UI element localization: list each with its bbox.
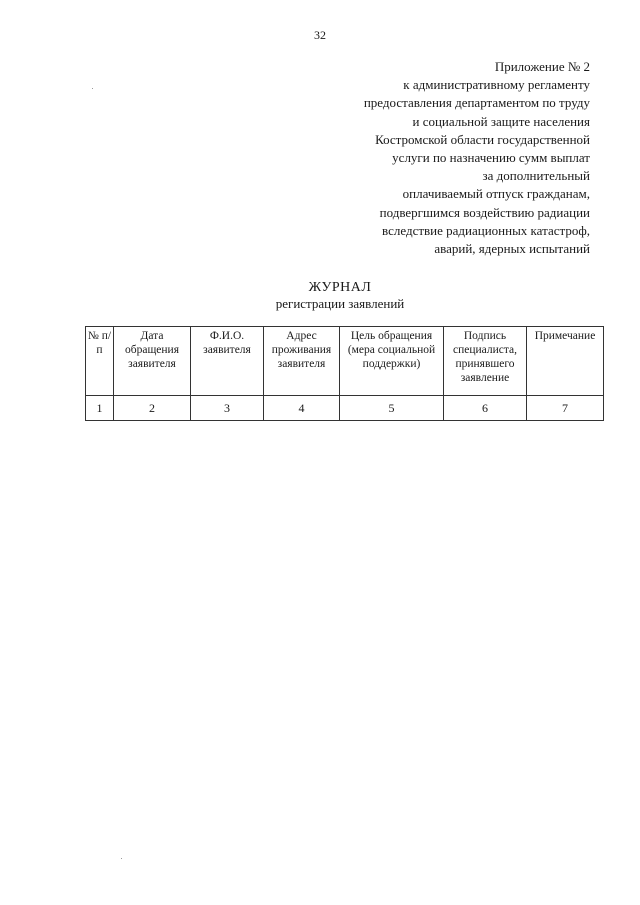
header-cell-date: Дата обращения заявителя (114, 327, 191, 396)
appendix-line: вследствие радиационных катастроф, (382, 222, 590, 238)
header-cell-name: Ф.И.О. заявителя (191, 327, 264, 396)
appendix-block (290, 58, 590, 258)
appendix-line: Костромской области государственной (375, 131, 590, 147)
scan-speck (121, 858, 122, 859)
column-number-cell: 2 (114, 396, 191, 421)
registration-table (85, 326, 604, 421)
appendix-line: за дополнительный (482, 168, 590, 184)
appendix-line: аварий, ядерных испытаний (434, 241, 590, 257)
header-cell-signature: Подпись специалиста, принявшего заявление (444, 327, 527, 396)
column-number-cell: 7 (527, 396, 604, 421)
table-row (86, 396, 604, 421)
header-cell-number: № п/п (86, 327, 114, 396)
page-number: 32 (314, 28, 326, 42)
column-number-cell: 5 (340, 396, 444, 421)
journal-subtitle: регистрации заявлений (275, 296, 405, 311)
appendix-line: Приложение № 2 (494, 59, 590, 74)
header-cell-note: Примечание (527, 327, 604, 396)
header-cell-address: Адрес проживания заявителя (264, 327, 340, 396)
appendix-line: оплачиваемый отпуск гражданам, (402, 186, 590, 202)
appendix-line: предоставления департаментом по труду (363, 95, 590, 111)
column-number-cell: 4 (264, 396, 340, 421)
table-header-row (86, 327, 604, 396)
column-number-cell: 6 (444, 396, 527, 421)
scan-speck (92, 88, 93, 89)
journal-title: ЖУРНАЛ (308, 280, 372, 295)
header-cell-purpose: Цель обращения (мера социальной поддержки) (340, 327, 444, 396)
appendix-line: к административному регламенту (403, 77, 590, 93)
appendix-line: и социальной защите населения (412, 113, 590, 129)
column-number-cell: 1 (86, 396, 114, 421)
appendix-line: подвергшимся воздействию радиации (379, 204, 590, 220)
column-number-cell: 3 (191, 396, 264, 421)
appendix-line: услуги по назначению сумм выплат (392, 150, 590, 166)
